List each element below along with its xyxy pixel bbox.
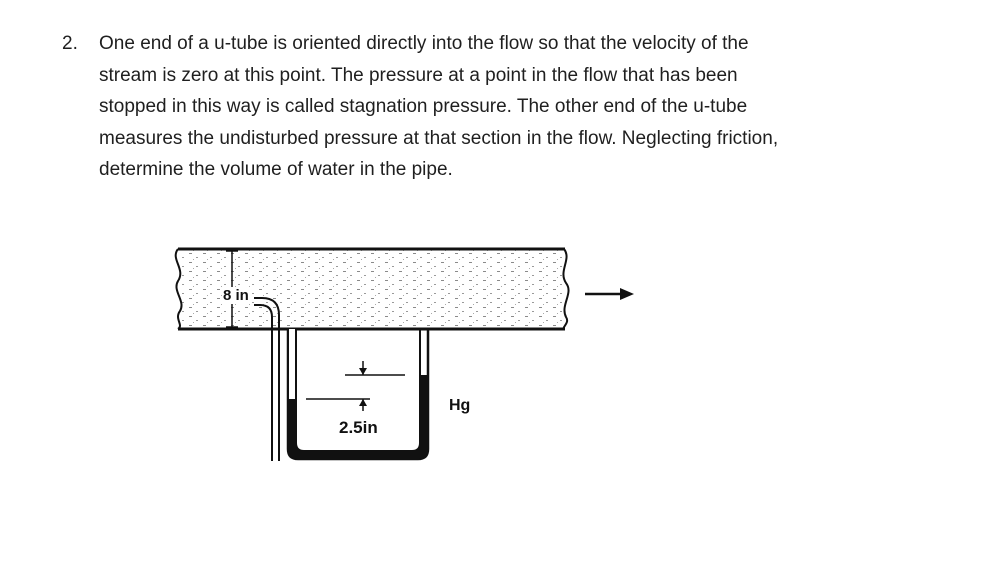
problem-line-4: measures the undisturbed pressure at that section in the flow. Neglecting friction, — [99, 127, 779, 149]
u-tube-outer — [288, 329, 428, 459]
manometer-fluid-label: Hg — [449, 397, 471, 414]
deflection-label: 2.5in — [339, 418, 378, 437]
problem-line-3: stopped in this way is called stagnation pressure. The other end of the u-tube — [99, 96, 748, 117]
problem-line-1: One end of a u-tube is oriented directly into the flow so that the velocity of the — [99, 33, 749, 54]
pitot-manometer-figure — [160, 225, 660, 475]
problem-number: 2. — [62, 33, 78, 54]
problem-line-5: determine the volume of water in the pipe. — [99, 159, 453, 180]
mercury-bottom — [288, 375, 428, 459]
left-leg-water — [289, 329, 295, 399]
figure-drawing — [160, 225, 660, 475]
problem-text — [99, 28, 959, 186]
flow-arrow-head — [620, 288, 634, 300]
pipe-diameter-label: 8 in — [223, 287, 249, 304]
problem-line-2: stream is zero at this point. The pressure at a point in the flow that has been — [99, 64, 738, 86]
